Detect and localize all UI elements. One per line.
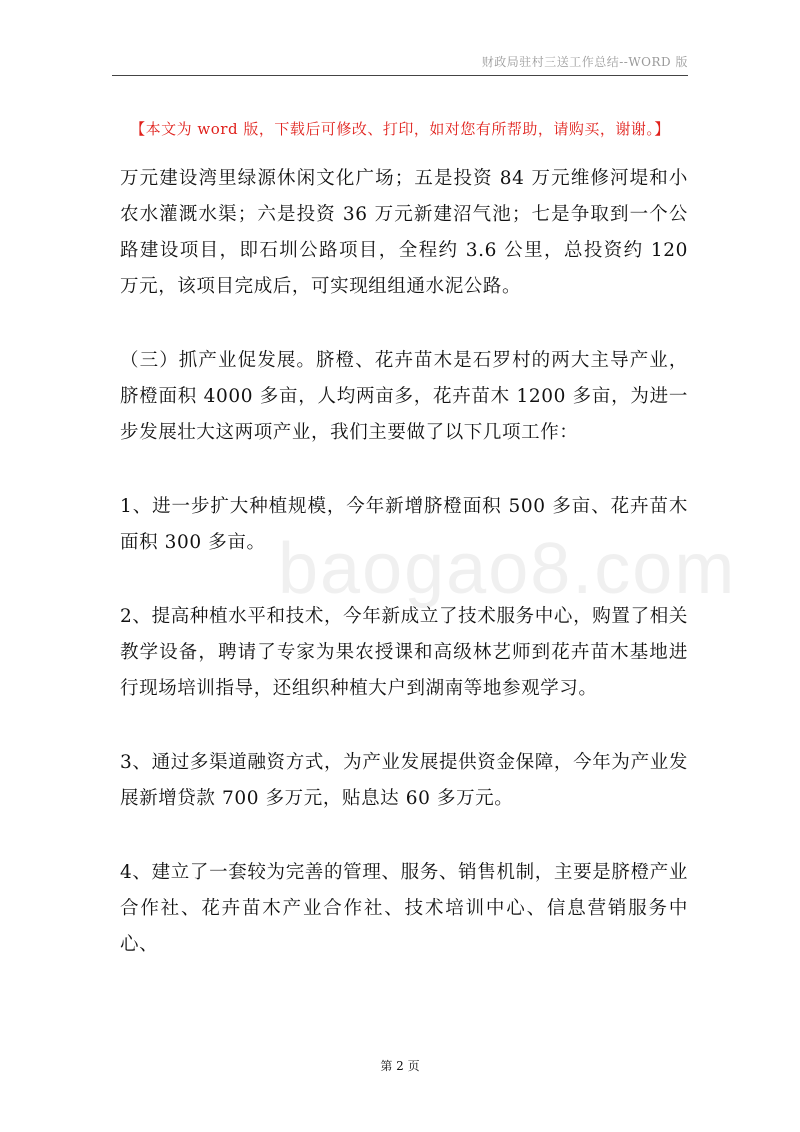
paragraph-item-3: 3、通过多渠道融资方式，为产业发展提供资金保障，今年为产业发展新增贷款 700 多万元，贴息达 60 多万元。 (120, 752, 688, 809)
paragraph-infrastructure: 万元建设湾里绿源休闲文化广场；五是投资 84 万元维修河堤和小农水灌溉水渠；六是投资 36 万元新建沼气池；七是争取到一个公路建设项目，即石圳公路项目，全程约 3.6 公里，总投资约 120 万元，该项目完成后，可实现组组通水泥公路。 (120, 168, 688, 297)
paragraph-item-4: 4、建立了一套较为完善的管理、服务、销售机制，主要是脐橙产业合作社、花卉苗木产业合作社、技术培训中心、信息营销服务中心、 (120, 862, 688, 955)
document-body (120, 161, 688, 963)
header-divider (112, 75, 688, 76)
running-header: 财政局驻村三送工作总结--WORD 版 (481, 55, 688, 69)
purchase-notice: 【本文为 word 版，下载后可修改、打印，如对您有所帮助，请购买，谢谢。】 (130, 120, 670, 138)
paragraph-item-1: 1、进一步扩大种植规模，今年新增脐橙面积 500 多亩、花卉苗木面积 300 多亩。 (120, 496, 688, 553)
watermark: baogao8.com (278, 529, 737, 609)
paragraph-industry-heading: （三）抓产业促发展。脐橙、花卉苗木是石罗村的两大主导产业，脐橙面积 4000 多亩，人均两亩多，花卉苗木 1200 多亩，为进一步发展壮大这两项产业，我们主要做了以下几项工作： (120, 350, 688, 443)
paragraph-item-2: 2、提高种植水平和技术，今年新成立了技术服务中心，购置了相关教学设备，聘请了专家为果农授课和高级林艺师到花卉苗木基地进行现场培训指导，还组织种植大户到湖南等地参观学习。 (120, 606, 688, 699)
page-number: 第 2 页 (380, 1059, 420, 1073)
